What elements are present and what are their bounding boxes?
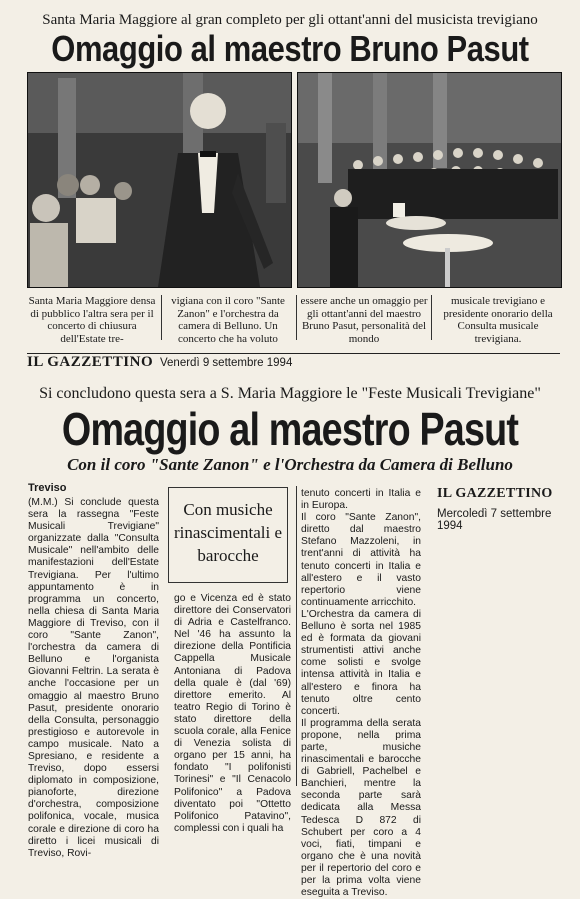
clipping2-date: Mercoledì 7 settembre 1994 bbox=[437, 508, 552, 532]
photo-maestro-pasut bbox=[27, 72, 292, 288]
clipping1-headline: Omaggio al maestro Bruno Pasut bbox=[51, 28, 529, 69]
clipping2-subhead: Con il coro "Sante Zanon" e l'Orchestra da Camera di Belluno bbox=[67, 455, 513, 474]
article-column-2: go e Vicenza ed è stato direttore dei Conservatori di Adria e Castelfranco. Nel '46 ha assunto la direzione della Pontificia Cappella Musicale Antoniana di Padova della quale è (dal '69) direttore emerito. Al teatro Regio di Torino è stato direttore della scuola corale, alla Fenice di Venezia solista di organo per 15 anni, ha fondato "I polifonisti Torinesi" e "Il Cenacolo Polifonico" a Padova diventato poi "Ottetto Polifonico Patavino", complessi con i quali ha bbox=[174, 593, 291, 834]
clipping1-kicker: Santa Maria Maggiore al gran completo per gli ottant'anni del musicista trevigiano bbox=[42, 12, 538, 28]
clipping1-masthead: IL GAZZETTINO bbox=[27, 354, 154, 370]
pull-quote-box: Con musiche rinascimentali e barocche bbox=[168, 487, 288, 583]
photo-choir-concert bbox=[297, 72, 562, 288]
column-divider bbox=[296, 486, 297, 786]
photo-caption-part-3: essere anche un omaggio per gli ottant'anni del maestro Bruno Pasut, personalità del mondo bbox=[300, 295, 428, 345]
caption-divider bbox=[431, 295, 432, 340]
clipping2-kicker: Si concludono questa sera a S. Maria Maggiore le "Feste Musicali Trevigiane" bbox=[39, 385, 541, 402]
photo-caption-part-1: Santa Maria Maggiore densa di pubblico l'altra sera per il concerto di chiusura dell'Estate tre- bbox=[28, 295, 156, 345]
photo-caption-part-2: vigiana con il coro "Sante Zanon" e l'orchestra da camera di Belluno. Un concerto che ha voluto bbox=[171, 295, 285, 345]
caption-divider bbox=[296, 295, 297, 340]
article-location: Treviso bbox=[28, 482, 67, 494]
clipping2-masthead: IL GAZZETTINO bbox=[437, 486, 553, 501]
clipping2-headline: Omaggio al maestro Pasut bbox=[61, 403, 519, 455]
caption-divider bbox=[161, 295, 162, 340]
article-column-3: tenuto concerti in Italia e in Europa. Il coro "Sante Zanon", diretto dal maestro Stefano Mazzoleni, in trent'anni di attività ha tenuto concerti in Italia e all'estero e il vasto repertorio viene continuamente arricchito. L'Orchestra da camera di Belluno è sorta nel 1985 ed è formata da giovani strumentisti attivi anche come solisti e svolge intensa attività in Italia e all'estero e finora ha tenuto oltre cento concerti. Il programma della serata propone, nella prima parte, musiche rinascimentali e barocche di Gabriell, Pachelbel e Banchieri, mentre la seconda parte sarà dedicata alla Messa Tedesca D 872 di Schubert per coro a 4 voci, fiati, timpani e organo che è una novità per il repertorio del coro e per la prima volta viene eseguita a Treviso. bbox=[301, 488, 421, 899]
article-column-1: (M.M.) Si conclude questa sera la rassegna "Feste Musicali Trevigiane" organizzate dalla "Consulta Musicale" nell'ambito delle manifestazioni dell'Estate Trevigiana. Per l'ultimo appuntamento è in programma un concerto, nella chiesa di Santa Maria Maggiore di Treviso, con il coro "Sante Zanon", l'orchestra da camera di Belluno e l'organista Giovanni Feltrin. La serata è anche l'occasione per un omaggio al maestro Bruno Pasut, presidente onorario della Consulta, personaggio prestigioso e autorevole in campo musicale. Nato a Spresiano, e residente a Treviso, dopo essersi diplomato in composizione, pianoforte, direzione d'orchestra, composizione polifonica, vocale, musica corale e direzione di coro ha diretto i licei musicali di Treviso, Rovi- bbox=[28, 497, 159, 859]
photo-caption-part-4: musicale trevigiano e presidente onorario della Consulta musicale trevigiana. bbox=[443, 295, 553, 345]
clipping1-date: Venerdì 9 settembre 1994 bbox=[160, 357, 293, 369]
